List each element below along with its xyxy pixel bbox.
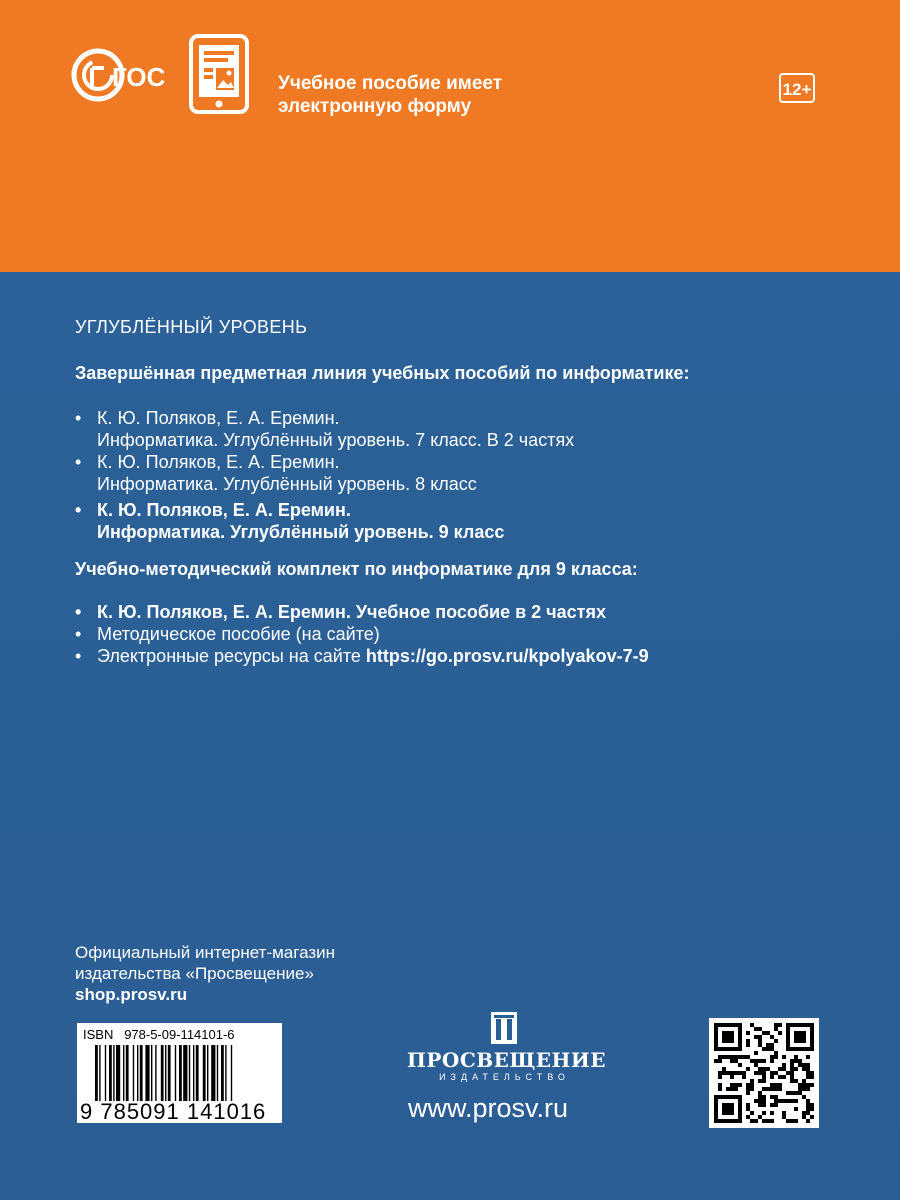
isbn-barcode-box bbox=[77, 1023, 282, 1123]
publisher-name: ПРОСВЕЩЕНИЕ bbox=[407, 1048, 607, 1072]
resources-link[interactable]: https://go.prosv.ru/kpolyakov-7-9 bbox=[365, 646, 649, 666]
level-label: УГЛУБЛЁННЫЙ УРОВЕНЬ bbox=[75, 317, 308, 337]
list-item: • Методическое пособие (на сайте) bbox=[75, 624, 380, 644]
age-rating-badge: 12+ bbox=[779, 73, 815, 103]
isbn-label: ISBN 978-5-09-114101-6 bbox=[83, 1027, 235, 1042]
isbn-number: 978-5-09-114101-6 bbox=[124, 1027, 235, 1042]
kit-heading: Учебно-методический комплект по информатике для 9 класса: bbox=[75, 559, 638, 579]
shop-info: Официальный интернет-магазин издательства «Просвещение» shop.prosv.ru bbox=[75, 943, 336, 1004]
qr-code-icon bbox=[709, 1018, 819, 1128]
publisher-subtitle: ИЗДАТЕЛЬСТВО bbox=[439, 1072, 570, 1082]
barcode-digits: 9 785091 141016 bbox=[80, 1099, 267, 1124]
shop-link[interactable]: shop.prosv.ru bbox=[75, 985, 188, 1004]
list-item-current: • К. Ю. Поляков, Е. А. Еремин. Информатика. Углублённый уровень. 9 класс bbox=[75, 500, 505, 542]
list-item: • Электронные ресурсы на сайте https://go.prosv.ru/kpolyakov-7-9 bbox=[75, 646, 649, 666]
fgos-logo-text: ГОС bbox=[112, 62, 166, 92]
publisher-website[interactable]: www.prosv.ru bbox=[408, 1093, 569, 1123]
eform-line1: Учебное пособие имеет bbox=[278, 73, 503, 94]
list-item: • К. Ю. Поляков, Е. А. Еремин. Учебное пособие в 2 частях bbox=[75, 602, 606, 622]
kit-list bbox=[75, 601, 649, 667]
list-item: • К. Ю. Поляков, Е. А. Еремин. Информатика. Углублённый уровень. 8 класс bbox=[75, 452, 477, 494]
eform-notice bbox=[278, 72, 502, 118]
fgos-logo-icon bbox=[70, 40, 170, 110]
eform-line2: электронную форму bbox=[278, 96, 472, 117]
barcode-icon bbox=[95, 1045, 267, 1101]
list-item: • К. Ю. Поляков, Е. А. Еремин. Информатика. Углублённый уровень. 7 класс. В 2 частях bbox=[75, 408, 575, 450]
textbook-line-list bbox=[75, 407, 574, 543]
qr-code[interactable] bbox=[709, 1018, 819, 1128]
tablet-eform-icon bbox=[188, 33, 250, 115]
line-heading: Завершённая предметная линия учебных пособий по информатике: bbox=[75, 363, 690, 383]
